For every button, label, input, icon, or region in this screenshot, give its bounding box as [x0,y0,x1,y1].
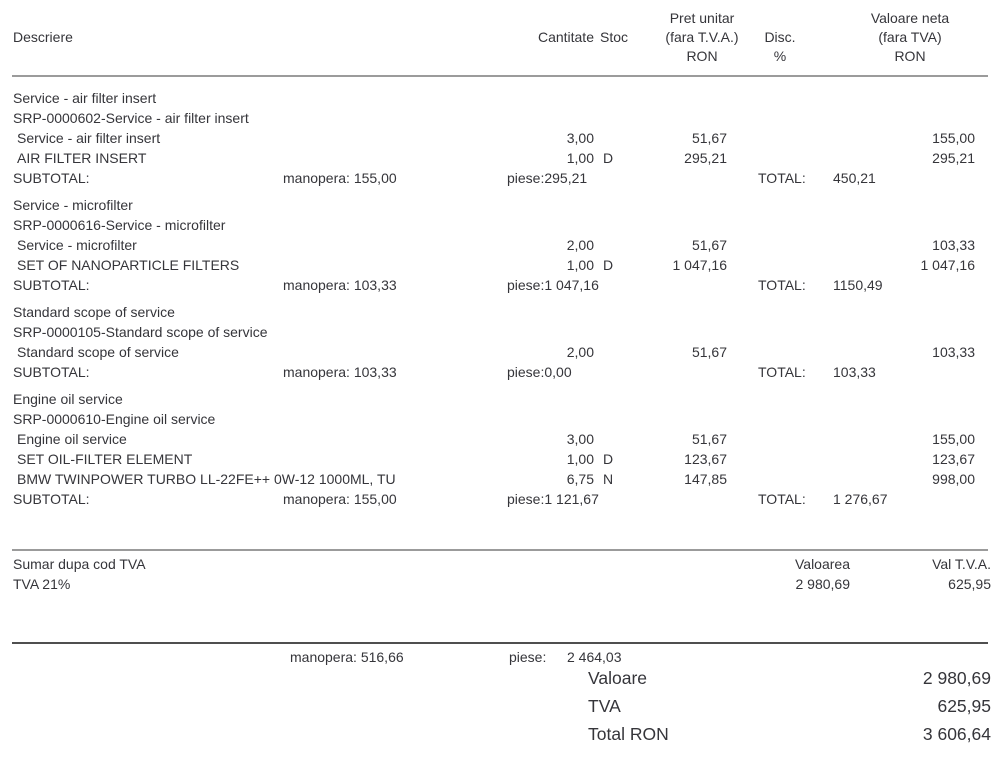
subtotal-piese: piese:1 047,16 [507,277,599,293]
col-header-stoc: Stoc [600,29,629,45]
item-quantity: 1,00 [566,257,594,273]
group-code: SRP-0000105-Standard scope of service [13,324,268,340]
subtotal-label: SUBTOTAL: [13,277,90,293]
totals-divider-line [12,642,988,644]
subtotal-label: SUBTOTAL: [13,364,90,380]
subtotal-total-label: TOTAL: [758,491,806,507]
group-code: SRP-0000616-Service - microfilter [13,217,226,233]
item-row [0,235,1000,255]
item-unit-price: 51,67 [691,344,727,360]
group-title: Service - air filter insert [13,90,157,106]
subtotal-row [0,362,1000,382]
group-code: SRP-0000602-Service - air filter insert [13,110,249,126]
tva-col-valoarea: Valoarea [794,556,850,572]
subtotal-piese: piese:295,21 [507,170,588,186]
item-unit-price: 123,67 [684,451,727,467]
group-code: SRP-0000610-Engine oil service [13,411,216,427]
item-net-value: 123,67 [932,451,975,467]
item-row [0,128,1000,148]
subtotal-piese: piese:0,00 [507,364,572,380]
col-header-cantitate: Cantitate [537,29,594,45]
group-code-row [0,215,1000,235]
col-header-ron-valoare: RON [894,48,926,64]
item-stoc: N [603,471,614,487]
grand-valoare-label: Valoare [588,668,648,688]
subtotal-total-value: 450,21 [833,170,876,186]
subtotal-row [0,489,1000,509]
item-quantity: 2,00 [566,237,594,253]
item-quantity: 3,00 [566,431,594,447]
group-title-row [0,195,1000,215]
item-quantity: 3,00 [566,130,594,146]
col-header-ron-pret: RON [686,48,718,64]
item-unit-price: 51,67 [691,130,727,146]
item-quantity: 1,00 [566,150,594,166]
group-code-row [0,409,1000,429]
subtotal-total-value: 103,33 [833,364,876,380]
group-title: Standard scope of service [13,304,175,320]
line-items [0,88,1000,509]
item-row [0,255,1000,275]
item-net-value: 103,33 [932,344,975,360]
item-description: SET OF NANOPARTICLE FILTERS [17,257,240,273]
col-header-valoare-neta: Valoare neta [870,10,950,26]
tva-amount-value: 625,95 [948,576,991,592]
item-stoc: D [603,451,614,467]
tva-rate-label: TVA 21% [13,576,71,592]
group-title: Engine oil service [13,391,123,407]
col-header-percent: % [773,48,787,64]
subtotal-manopera: manopera: 103,33 [283,277,397,293]
item-row [0,449,1000,469]
item-stoc: D [603,257,614,273]
group-code-row [0,322,1000,342]
subtotal-manopera: manopera: 103,33 [283,364,397,380]
col-header-fara-tva: (fara T.V.A.) [665,29,739,45]
col-header-pret-unitar: Pret unitar [669,10,735,26]
item-quantity: 2,00 [566,344,594,360]
item-net-value: 1 047,16 [920,257,975,273]
group-title-row [0,389,1000,409]
item-quantity: 1,00 [566,451,594,467]
col-header-descriere: Descriere [13,29,73,45]
item-net-value: 155,00 [932,130,975,146]
subtotal-total-label: TOTAL: [758,364,806,380]
grand-total-value: 3 606,64 [922,724,991,744]
subtotal-piese: piese:1 121,67 [507,491,599,507]
subtotal-label: SUBTOTAL: [13,491,90,507]
col-header-fara-tva2: (fara TVA) [878,29,942,45]
tva-base-value: 2 980,69 [795,576,850,592]
item-description: Service - air filter insert [17,130,161,146]
item-stoc: D [603,150,614,166]
subtotal-total-label: TOTAL: [758,170,806,186]
subtotal-total-value: 1 276,67 [833,491,888,507]
tva-summary-title: Sumar dupa cod TVA [13,556,146,572]
subtotal-manopera: manopera: 155,00 [283,491,397,507]
item-unit-price: 51,67 [691,431,727,447]
total-piese-value: 2 464,03 [567,649,622,665]
total-manopera: manopera: 516,66 [290,649,404,665]
subtotal-total-label: TOTAL: [758,277,806,293]
subtotal-manopera: manopera: 155,00 [283,170,397,186]
grand-valoare-value: 2 980,69 [922,668,991,688]
item-quantity: 6,75 [566,471,594,487]
group-title-row [0,302,1000,322]
item-description: Engine oil service [17,431,127,447]
item-row [0,469,1000,489]
item-description: BMW TWINPOWER TURBO LL-22FE++ 0W-12 1000ML, TU [17,471,396,487]
subtotal-row [0,168,1000,188]
item-unit-price: 51,67 [691,237,727,253]
item-description: SET OIL-FILTER ELEMENT [17,451,193,467]
item-net-value: 295,21 [932,150,975,166]
header-divider-line [12,75,988,77]
group-title-row [0,88,1000,108]
group-code-row [0,108,1000,128]
col-header-disc: Disc. [764,29,796,45]
item-unit-price: 1 047,16 [672,257,727,273]
item-row [0,429,1000,449]
item-unit-price: 295,21 [684,150,727,166]
item-description: AIR FILTER INSERT [17,150,147,166]
item-row [0,342,1000,362]
item-row [0,148,1000,168]
item-net-value: 998,00 [932,471,975,487]
grand-tva-label: TVA [588,696,621,716]
subtotal-row [0,275,1000,295]
subtotal-total-value: 1150,49 [833,277,883,293]
item-net-value: 103,33 [932,237,975,253]
grand-tva-value: 625,95 [937,696,991,716]
group-title: Service - microfilter [13,197,133,213]
grand-total-label: Total RON [588,724,669,744]
item-description: Standard scope of service [17,344,179,360]
item-net-value: 155,00 [932,431,975,447]
tva-col-val-tva: Val T.V.A. [932,556,991,572]
subtotal-label: SUBTOTAL: [13,170,90,186]
item-description: Service - microfilter [17,237,137,253]
total-piese-label: piese: [509,649,547,665]
tva-section-divider-line [12,549,988,551]
item-unit-price: 147,85 [684,471,727,487]
